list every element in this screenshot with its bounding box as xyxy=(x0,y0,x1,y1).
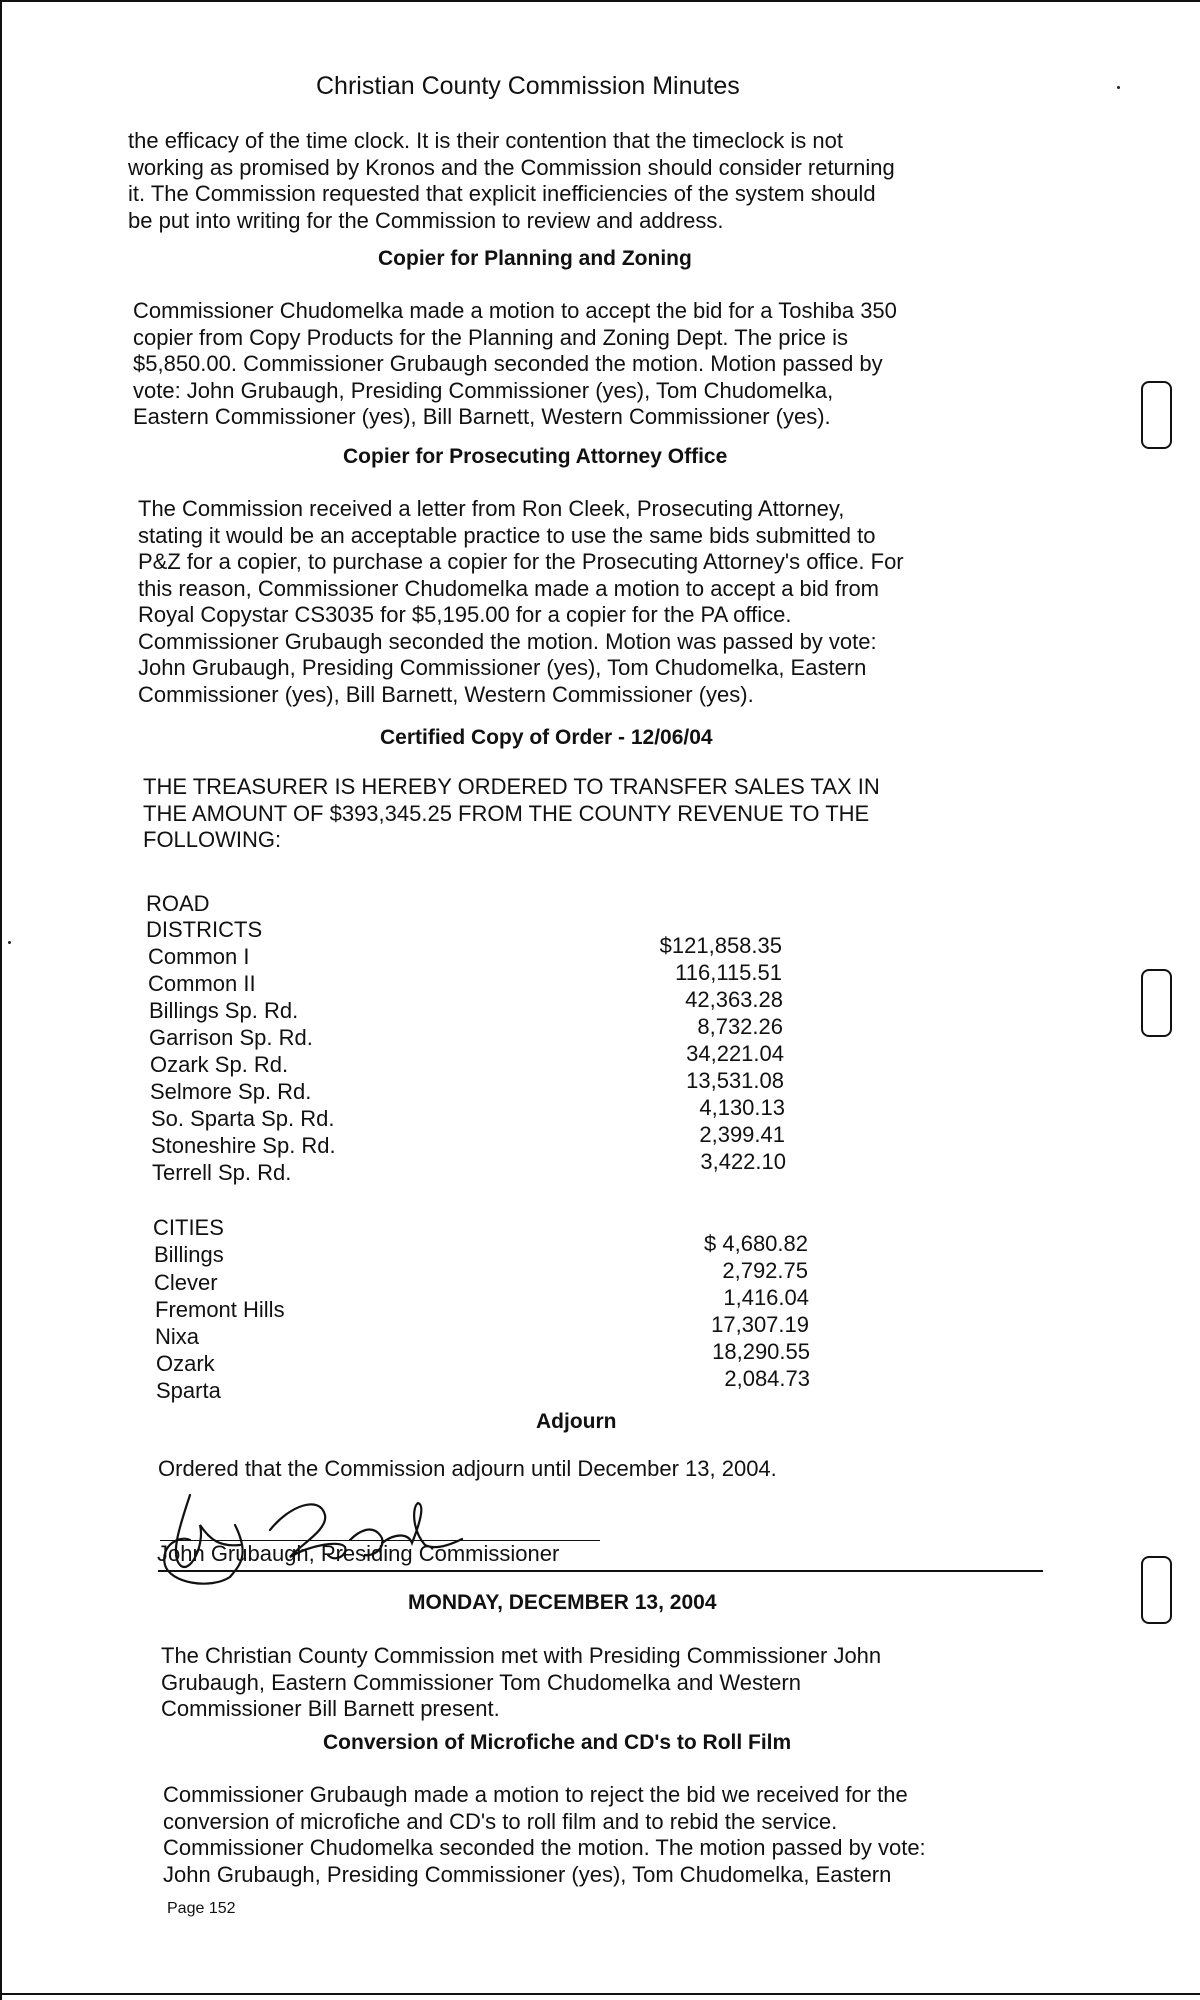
paragraph-line: John Grubaugh, Presiding Commissioner (yes), Tom Chudomelka, Eastern xyxy=(163,1861,892,1887)
paragraph-line: Commissioner (yes), Bill Barnett, Western Commissioner (yes). xyxy=(138,681,754,707)
road-district-name: Stoneshire Sp. Rd. xyxy=(151,1133,336,1158)
paragraph-line: Commissioner Bill Barnett present. xyxy=(161,1696,500,1721)
paragraph-line: Commissioner Chudomelka seconded the motion. The motion passed by vote: xyxy=(163,1835,926,1860)
intro-paragraph xyxy=(128,128,895,234)
road-district-amount: 13,531.08 xyxy=(686,1068,784,1093)
paragraph-line: Commissioner Chudomelka made a motion to accept the bid for a Toshiba 350 xyxy=(133,298,897,323)
city-name: Nixa xyxy=(155,1324,200,1349)
page-border-bottom xyxy=(0,1993,1200,1995)
paragraph-line: John Grubaugh, Presiding Commissioner (yes), Tom Chudomelka, Eastern xyxy=(138,655,867,680)
binder-hole xyxy=(1141,1556,1172,1624)
paragraph-line: Commissioner Grubaugh made a motion to reject the bid we received for the xyxy=(163,1782,908,1807)
road-district-name: Garrison Sp. Rd. xyxy=(149,1025,313,1050)
city-name: Fremont Hills xyxy=(155,1297,285,1322)
paragraph-line: $5,850.00. Commissioner Grubaugh seconded the motion. Motion passed by xyxy=(133,351,883,376)
road-district-amount: 116,115.51 xyxy=(675,960,782,985)
section-heading-order: Certified Copy of Order - 12/06/04 xyxy=(380,726,713,749)
paragraph-line: P&Z for a copier, to purchase a copier for the Prosecuting Attorney's office. For xyxy=(138,549,904,574)
city-amount: 2,084.73 xyxy=(724,1366,810,1391)
road-district-name: Common II xyxy=(148,971,256,996)
city-name: Billings xyxy=(154,1242,224,1267)
copier-pz-paragraph xyxy=(133,298,897,431)
scan-speck xyxy=(8,941,11,944)
section-heading-microfiche: Conversion of Microfiche and CD's to Roll Film xyxy=(323,1731,792,1754)
road-district-name: Terrell Sp. Rd. xyxy=(152,1160,292,1185)
road-district-amount: 8,732.26 xyxy=(697,1014,783,1039)
paragraph-line: stating it would be an acceptable practice to use the same bids submitted to xyxy=(138,522,876,548)
section-heading-copier-pa: Copier for Prosecuting Attorney Office xyxy=(343,445,728,468)
paragraph-line: The Christian County Commission met with Presiding Commissioner John xyxy=(161,1643,882,1668)
paragraph-line: Royal Copystar CS3035 for $5,195.00 for a copier for the PA office. xyxy=(138,602,792,627)
paragraph-line: copier from Copy Products for the Planning and Zoning Dept. The price is xyxy=(133,324,848,350)
cities-heading: CITIES xyxy=(153,1215,224,1240)
road-district-amount: $121,858.35 xyxy=(659,933,782,958)
page-number: Page 152 xyxy=(167,1900,236,1917)
city-name: Sparta xyxy=(156,1378,221,1403)
road-district-amount: 34,221.04 xyxy=(686,1041,784,1066)
page-border-left xyxy=(0,0,2,2000)
paragraph-line: Commissioner Grubaugh seconded the motion. Motion was passed by vote: xyxy=(138,628,877,654)
section-heading-adjourn: Adjourn xyxy=(536,1410,617,1433)
road-heading: ROAD xyxy=(146,891,210,916)
copier-pa-paragraph xyxy=(138,496,904,708)
city-name: Clever xyxy=(154,1270,218,1295)
section-heading-copier-pz: Copier for Planning and Zoning xyxy=(378,247,692,270)
paragraph-line: this reason, Commissioner Chudomelka made a motion to accept a bid from xyxy=(138,575,880,601)
adjourn-text: Ordered that the Commission adjourn until December 13, 2004. xyxy=(158,1456,777,1481)
adjourn-paragraph xyxy=(158,1456,777,1483)
paragraph-line: FOLLOWING: xyxy=(143,827,282,852)
intro-line: it. The Commission requested that explicit inefficiencies of the system should xyxy=(128,181,876,206)
signatory-name: John Grubaugh, Presiding Commissioner xyxy=(157,1541,560,1566)
order-paragraph xyxy=(143,774,880,854)
microfiche-paragraph xyxy=(163,1782,926,1888)
road-district-name: Billings Sp. Rd. xyxy=(149,998,299,1023)
monday-paragraph xyxy=(161,1643,881,1723)
city-name: Ozark xyxy=(156,1351,215,1376)
road-district-amount: 2,399.41 xyxy=(699,1122,785,1147)
paragraph-line: conversion of microfiche and CD's to roll film and to rebid the service. xyxy=(163,1808,838,1834)
road-district-name: Common I xyxy=(148,944,250,969)
road-district-amount: 3,422.10 xyxy=(700,1149,786,1174)
intro-line: the efficacy of the time clock. It is their contention that the timeclock is not xyxy=(128,128,843,153)
scan-speck xyxy=(1117,86,1120,89)
paragraph-line: The Commission received a letter from Ron Cleek, Prosecuting Attorney, xyxy=(138,496,845,521)
intro-line: be put into writing for the Commission to review and address. xyxy=(128,207,724,233)
intro-line: working as promised by Kronos and the Commission should consider returning xyxy=(128,154,895,180)
city-amount: 1,416.04 xyxy=(723,1285,809,1310)
binder-hole xyxy=(1141,381,1172,449)
road-district-name: Ozark Sp. Rd. xyxy=(150,1052,289,1077)
road-district-name: So. Sparta Sp. Rd. xyxy=(151,1106,335,1131)
city-amount: 2,792.75 xyxy=(722,1258,808,1283)
city-amount: 18,290.55 xyxy=(712,1339,810,1364)
paragraph-line: THE TREASURER IS HEREBY ORDERED TO TRANSFER SALES TAX IN xyxy=(143,774,880,799)
road-district-name: Selmore Sp. Rd. xyxy=(150,1079,312,1104)
page-title: Christian County Commission Minutes xyxy=(316,72,740,100)
road-district-amount: 4,130.13 xyxy=(699,1095,785,1120)
paragraph-line: vote: John Grubaugh, Presiding Commissioner (yes), Tom Chudomelka, xyxy=(133,377,834,403)
city-amount: 17,307.19 xyxy=(711,1312,809,1337)
paragraph-line: Eastern Commissioner (yes), Bill Barnett, Western Commissioner (yes). xyxy=(133,404,831,429)
city-amount: $ 4,680.82 xyxy=(704,1231,808,1256)
paragraph-line: Grubaugh, Eastern Commissioner Tom Chudomelka and Western xyxy=(161,1669,801,1695)
page-border-top xyxy=(0,0,1200,2)
section-divider xyxy=(158,1570,1043,1572)
date-heading: MONDAY, DECEMBER 13, 2004 xyxy=(408,1591,717,1614)
districts-heading: DISTRICTS xyxy=(146,917,263,942)
binder-hole xyxy=(1141,969,1172,1037)
road-district-amount: 42,363.28 xyxy=(685,987,783,1012)
paragraph-line: THE AMOUNT OF $393,345.25 FROM THE COUNTY REVENUE TO THE xyxy=(143,800,870,826)
